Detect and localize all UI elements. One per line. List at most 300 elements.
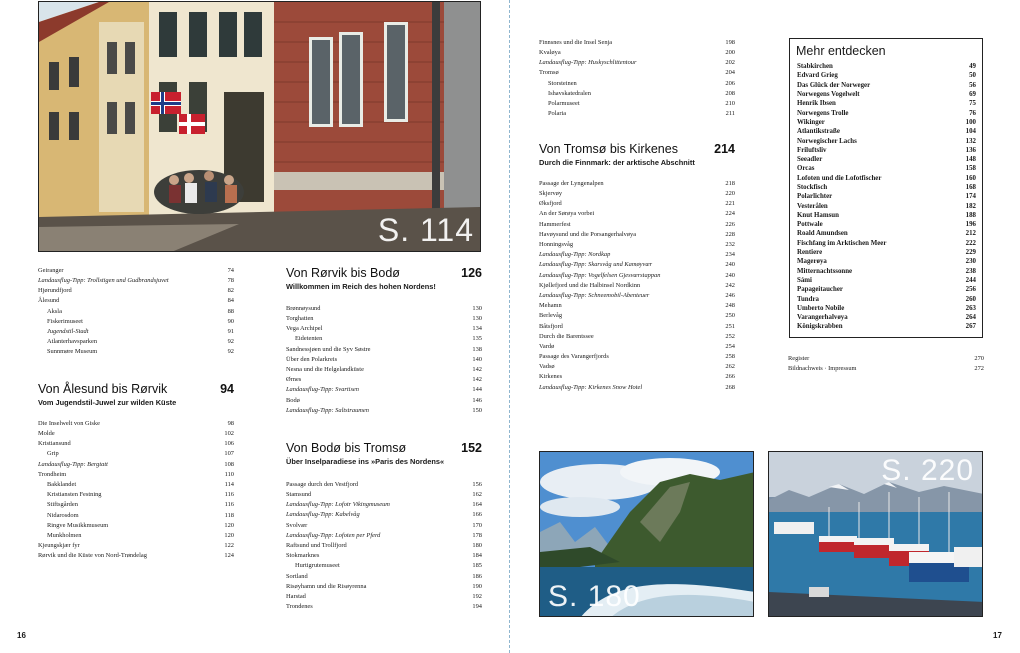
entry-title: Stiftsgården [47, 501, 78, 509]
entry-page-number: 74 [227, 266, 234, 274]
entry-page-number: 49 [969, 63, 976, 71]
entry-title: Landausflug-Tipp: Schneemobil-Abenteuer [539, 291, 650, 299]
entry-page-number: 196 [965, 221, 976, 229]
entry-page-number: 170 [472, 521, 482, 529]
entry-title: Ørnes [286, 376, 302, 384]
entry-page-number: 130 [472, 315, 482, 323]
entry-title: Vesterålen [797, 202, 828, 210]
entry-title: Bakklandet [47, 481, 77, 489]
toc-entry [539, 271, 735, 281]
toc-entry [539, 250, 735, 260]
entry-title: Landausflug-Tipp: Nordkap [539, 251, 611, 259]
mehr-entdecken-entry [790, 220, 982, 229]
entry-title: Henrik Ibsen [797, 100, 836, 108]
mehr-entdecken-entry [790, 155, 982, 164]
entry-page-number: 252 [725, 332, 735, 340]
toc-entry [539, 69, 735, 79]
entry-title: Hurtigrutemuseet [295, 562, 340, 570]
photo-page-reference: S. 180 [548, 580, 641, 613]
entry-page-number: 118 [224, 511, 234, 519]
entry-title: Mehamn [539, 302, 562, 310]
entry-title: Durch die Barentssee [539, 332, 594, 340]
toc-entry [539, 210, 735, 220]
mehr-entdecken-entry [790, 136, 982, 145]
toc-entry [539, 291, 735, 301]
entry-title: Kristiansund [38, 440, 71, 448]
entry-page-number: 106 [224, 440, 234, 448]
entry-page-number: 116 [224, 491, 234, 499]
entry-page-number: 204 [725, 69, 735, 77]
entry-page-number: 50 [969, 72, 976, 80]
section-heading-rorvik [286, 266, 482, 291]
entry-title: Ålesund [38, 297, 60, 305]
toc-entry [539, 79, 735, 89]
entry-page-number: 230 [965, 258, 976, 266]
entry-title: Sunnmøre Museum [47, 348, 98, 356]
entry-page-number: 194 [472, 603, 482, 611]
entry-title: Polaria [548, 110, 567, 118]
mehr-entdecken-entry [790, 62, 982, 71]
entry-page-number: 251 [725, 322, 735, 330]
toc-entry [38, 551, 234, 561]
entry-page-number: 91 [227, 328, 234, 336]
entry-title: Landausflug-Tipp: Huskyschlittentour [539, 59, 637, 67]
toc-entry [286, 531, 482, 541]
gutter-divider [509, 0, 510, 653]
entry-title: Risøyhamn und die Risøyrenna [286, 582, 367, 590]
entry-title: Svolvær [286, 521, 308, 529]
entry-page-number: 108 [224, 460, 234, 468]
entry-page-number: 198 [725, 38, 735, 46]
entry-title: Honningsvåg [539, 241, 574, 249]
toc-entry [38, 348, 234, 358]
toc-entry [286, 304, 482, 314]
entry-title: An der Sørøya vorbei [539, 210, 595, 218]
entry-title: Landausflug-Tipp: Vogelfelsen Gjesværstappan [539, 271, 661, 279]
entry-page-number: 254 [725, 342, 735, 350]
entry-title: Norwegens Vogelwelt [797, 91, 860, 99]
entry-page-number: 84 [227, 297, 234, 305]
entry-page-number: 267 [965, 323, 976, 331]
entry-title: Sortland [286, 572, 308, 580]
entry-title: Über den Polarkreis [286, 355, 338, 363]
entry-title: Passage des Varangerfjords [539, 353, 609, 361]
entry-page-number: 110 [224, 470, 234, 478]
toc-entry [286, 490, 482, 500]
entry-page-number: 220 [725, 190, 735, 198]
mehr-entdecken-entry [790, 239, 982, 248]
entry-page-number: 142 [472, 366, 482, 374]
entry-page-number: 185 [472, 562, 482, 570]
entry-page-number: 144 [472, 386, 482, 394]
entry-title: Hjørundfjord [38, 287, 72, 295]
entry-title: Trondheim [38, 470, 67, 478]
entry-title: Ringve Musikkmuseum [47, 521, 109, 529]
entry-title: Kjeungskjær fyr [38, 542, 80, 550]
entry-title: Passage durch den Vestfjord [286, 480, 359, 488]
section-subtitle: Willkommen im Reich des hohen Nordens! [286, 282, 436, 291]
mehr-entdecken-entry [790, 267, 982, 276]
entry-page-number: 114 [224, 481, 234, 489]
mehr-entdecken-entry [790, 201, 982, 210]
entry-page-number: 146 [472, 396, 482, 404]
entry-title: Knut Hamsun [797, 211, 839, 219]
entry-page-number: 116 [224, 501, 234, 509]
entry-page-number: 272 [974, 365, 984, 373]
toc-entry [38, 286, 234, 296]
toc-entry [539, 352, 735, 362]
toc-entry [286, 592, 482, 602]
toc-entry [38, 501, 234, 511]
entry-page-number: 246 [725, 291, 735, 299]
entry-title: Torghatten [286, 315, 314, 323]
entry-page-number: 266 [725, 373, 735, 381]
toc-entry [286, 602, 482, 612]
entry-title: Geiranger [38, 266, 64, 274]
entry-title: Aksla [47, 307, 62, 315]
entry-page-number: 140 [472, 355, 482, 363]
entry-page-number: 248 [725, 302, 735, 310]
entry-title: Stamsund [286, 491, 312, 499]
toc-list-bodo [286, 480, 482, 612]
toc-entry [286, 562, 482, 572]
entry-title: Varangerhalvøya [797, 314, 848, 322]
entry-title: Øksfjord [539, 200, 562, 208]
entry-title: Fischfang im Arktischen Meer [797, 239, 887, 247]
entry-page-number: 200 [725, 49, 735, 57]
entry-page-number: 270 [974, 354, 984, 362]
page-number-left: 16 [17, 631, 26, 640]
entry-page-number: 92 [227, 338, 234, 346]
entry-title: Stokmarknes [286, 552, 320, 560]
entry-page-number: 132 [965, 137, 976, 145]
entry-title: Bildnachweis · Impressum [788, 365, 857, 373]
section-heading-tromso [539, 142, 735, 167]
entry-page-number: 258 [725, 353, 735, 361]
entry-title: Die Inselwelt von Giske [38, 419, 100, 427]
entry-title: Landausflug-Tipp: Lofoten per Pferd [286, 531, 381, 539]
entry-title: Passage der Lyngenalpen [539, 179, 604, 187]
mehr-entdecken-entry [790, 108, 982, 117]
entry-title: Landausflug-Tipp: Bergtatt [38, 460, 108, 468]
toc-entry [539, 322, 735, 332]
entry-page-number: 221 [725, 200, 735, 208]
entry-page-number: 168 [965, 184, 976, 191]
entry-title: Stabkirchen [797, 63, 833, 71]
entry-page-number: 78 [227, 277, 234, 285]
entry-page-number: 104 [965, 128, 976, 136]
entry-title: Munkholmen [47, 531, 82, 539]
toc-entry [286, 511, 482, 521]
entry-page-number: 188 [965, 211, 976, 219]
entry-page-number: 229 [965, 249, 976, 257]
entry-title: Fiskerimuseet [47, 317, 83, 325]
entry-page-number: 76 [969, 109, 976, 117]
entry-title: Magerøya [797, 258, 827, 266]
entry-page-number: 224 [725, 210, 735, 218]
entry-title: Storsteinen [548, 79, 577, 87]
mehr-entdecken-entry [790, 164, 982, 173]
toc-entry [38, 337, 234, 347]
entry-page-number: 182 [965, 202, 976, 210]
entry-title: Trondenes [286, 603, 313, 611]
toc-entry [38, 419, 234, 429]
entry-title: Harstad [286, 592, 306, 600]
entry-page-number: 240 [725, 261, 735, 269]
entry-page-number: 208 [725, 89, 735, 97]
toc-entry [286, 541, 482, 551]
mehr-entdecken-entry [790, 146, 982, 155]
entry-page-number: 135 [472, 335, 482, 343]
toc-entry [539, 311, 735, 321]
entry-page-number: 148 [965, 156, 976, 164]
entry-title: Hammerfest [539, 220, 571, 228]
entry-page-number: 232 [725, 241, 735, 249]
mehr-entdecken-entry [790, 183, 982, 192]
toc-entry [539, 261, 735, 271]
entry-title: Landausflug-Tipp: Svartisen [286, 386, 359, 394]
entry-title: Kvaløya [539, 49, 561, 57]
entry-title: Båtsfjord [539, 322, 563, 330]
entry-page-number: 130 [472, 304, 482, 312]
toc-entry [286, 324, 482, 334]
entry-title: Polarlichter [797, 193, 833, 201]
entry-title: Nidarosdom [47, 511, 79, 519]
entry-page-number: 120 [224, 531, 234, 539]
mehr-entdecken-entry [790, 118, 982, 127]
entry-page-number: 82 [227, 287, 234, 295]
page-number-right: 17 [993, 631, 1002, 640]
entry-title: Pottwale [797, 221, 823, 229]
entry-page-number: 242 [725, 281, 735, 289]
entry-page-number: 142 [472, 376, 482, 384]
section-page-number: 126 [461, 266, 482, 280]
mehr-entdecken-list [790, 62, 982, 332]
entry-page-number: 160 [965, 174, 976, 182]
toc-entry [286, 521, 482, 531]
entry-page-number: 192 [472, 592, 482, 600]
entry-title: Sámi [797, 276, 812, 284]
entry-page-number: 238 [965, 267, 976, 275]
entry-page-number: 250 [725, 312, 735, 320]
toc-entry [286, 355, 482, 365]
mehr-entdecken-entry [790, 276, 982, 285]
entry-page-number: 218 [725, 179, 735, 187]
entry-page-number: 138 [472, 345, 482, 353]
toc-entry [38, 490, 234, 500]
entry-page-number: 122 [224, 542, 234, 550]
entry-title: Papageitaucher [797, 286, 843, 294]
toc-entry [539, 342, 735, 352]
entry-title: Landausflug-Tipp: Skarsvåg und Kamøyvær [539, 261, 653, 269]
entry-title: Nesna und die Helgelandküste [286, 366, 364, 374]
entry-page-number: 180 [472, 542, 482, 550]
entry-title: Landausflug-Tipp: Kirkenes Snow Hotel [539, 383, 643, 391]
entry-title: Mitternachtssonne [797, 267, 853, 275]
section-page-number: 214 [714, 142, 735, 156]
entry-page-number: 158 [965, 165, 976, 173]
toc-entry [539, 281, 735, 291]
entry-page-number: 202 [725, 59, 735, 67]
toc-entry [286, 386, 482, 396]
box-title: Mehr entdecken [796, 44, 886, 58]
toc-entry [38, 307, 234, 317]
entry-page-number: 256 [965, 286, 976, 294]
entry-title: Tundra [797, 295, 819, 303]
toc-entry [38, 439, 234, 449]
toc-entry [38, 450, 234, 460]
toc-entry [38, 317, 234, 327]
section-heading-alesund [38, 382, 234, 407]
section-heading-bodo [286, 441, 482, 466]
entry-page-number: 136 [965, 146, 976, 154]
entry-title: Orcas [797, 165, 815, 173]
mehr-entdecken-box [789, 38, 983, 338]
entry-title: Lofoten und die Lofotfischer [797, 174, 882, 182]
entry-title: Das Glück der Norweger [797, 81, 871, 89]
entry-page-number: 120 [224, 521, 234, 529]
toc-entry [539, 383, 735, 393]
entry-page-number: 244 [965, 276, 976, 284]
entry-page-number: 92 [227, 348, 234, 356]
photo-fjord [539, 451, 754, 617]
toc-entry [539, 89, 735, 99]
toc-entry [539, 38, 735, 48]
mehr-entdecken-entry [790, 211, 982, 220]
mehr-entdecken-entry [790, 174, 982, 183]
entry-page-number: 190 [472, 582, 482, 590]
mehr-entdecken-entry [790, 90, 982, 99]
mehr-entdecken-entry [790, 257, 982, 266]
toc-entry [286, 365, 482, 375]
photo-harbor [768, 451, 983, 617]
toc-entry [286, 480, 482, 490]
section-title: Von Ålesund bis Rørvik [38, 382, 168, 396]
toc-entry [38, 521, 234, 531]
entry-title: Eidetenten [295, 335, 323, 343]
mehr-entdecken-entry [790, 248, 982, 257]
toc-entry [38, 480, 234, 490]
mehr-entdecken-entry [790, 285, 982, 294]
entry-title: Umberto Nobile [797, 304, 845, 312]
entry-page-number: 75 [969, 100, 976, 108]
entry-title: Kirkenes [539, 373, 563, 381]
entry-title: Bodø [286, 396, 300, 404]
entry-page-number: 268 [725, 383, 735, 391]
mehr-entdecken-entry [790, 81, 982, 90]
photo-town-street [38, 1, 481, 252]
toc-entry [38, 541, 234, 551]
toc-list-rorvik [286, 304, 482, 416]
toc-entry [539, 240, 735, 250]
mehr-entdecken-entry [790, 322, 982, 331]
section-title: Von Rørvik bis Bodø [286, 266, 400, 280]
entry-title: Grip [47, 450, 59, 458]
toc-entry [539, 373, 735, 383]
toc-entry [38, 531, 234, 541]
entry-title: Norwegens Trolle [797, 109, 849, 117]
toc-entry [286, 375, 482, 385]
entry-title: Rentiere [797, 249, 823, 257]
toc-entry [286, 345, 482, 355]
toc-entry [38, 429, 234, 439]
entry-title: Raftsund und Trollfjord [286, 542, 347, 550]
entry-title: Register [788, 354, 810, 362]
entry-page-number: 178 [472, 531, 482, 539]
entry-page-number: 156 [472, 480, 482, 488]
photo-page-reference: S. 114 [377, 212, 474, 248]
entry-page-number: 102 [224, 430, 234, 438]
section-title: Von Bodø bis Tromsø [286, 441, 407, 455]
photo-page-reference: S. 220 [881, 454, 974, 487]
entry-page-number: 184 [472, 552, 482, 560]
toc-entry [539, 189, 735, 199]
entry-page-number: 222 [965, 239, 976, 247]
entry-page-number: 211 [725, 110, 735, 118]
toc-entry [539, 362, 735, 372]
mehr-entdecken-entry [790, 229, 982, 238]
entry-title: Rørvik und die Küste von Nord-Trøndelag [38, 552, 147, 560]
entry-page-number: 228 [725, 230, 735, 238]
entry-page-number: 206 [725, 79, 735, 87]
toc-entry [286, 335, 482, 345]
entry-title: Landausflug-Tipp: Trollstigen und Gudbrandsjuvet [38, 277, 169, 285]
toc-list-alesund [38, 419, 234, 562]
mehr-entdecken-entry [790, 304, 982, 313]
entry-title: Norwegischer Lachs [797, 137, 857, 145]
toc-entry [286, 396, 482, 406]
entry-page-number: 263 [965, 304, 976, 312]
entry-title: Stockfisch [797, 184, 828, 191]
entry-page-number: 100 [965, 118, 976, 126]
toc-entry [539, 179, 735, 189]
entry-title: Ishavskatedralen [548, 89, 591, 97]
mehr-entdecken-entry [790, 294, 982, 303]
entry-title: Tromsø [539, 69, 559, 77]
section-title: Von Tromsø bis Kirkenes [539, 142, 678, 156]
toc-entry [286, 572, 482, 582]
entry-title: Landausflug-Tipp: Saltstraumen [286, 406, 369, 414]
toc-entry [38, 460, 234, 470]
toc-entry [38, 511, 234, 521]
entry-page-number: 262 [725, 363, 735, 371]
toc-list-left-top [38, 266, 234, 358]
entry-page-number: 162 [472, 491, 482, 499]
toc-entry [38, 276, 234, 286]
toc-entry [539, 230, 735, 240]
entry-title: Edvard Grieg [797, 72, 838, 80]
entry-title: Brønnøysund [286, 304, 321, 312]
mehr-entdecken-entry [790, 313, 982, 322]
toc-entry [539, 332, 735, 342]
toc-list-right-end [788, 354, 984, 374]
mehr-entdecken-entry [790, 127, 982, 136]
entry-page-number: 107 [224, 450, 234, 458]
toc-entry [38, 327, 234, 337]
entry-title: Finnsnes und die Insel Senja [539, 38, 613, 46]
entry-page-number: 212 [965, 230, 976, 238]
toc-entry [38, 297, 234, 307]
entry-title: Friluftsliv [797, 146, 827, 154]
toc-entry [539, 220, 735, 230]
section-subtitle: Vom Jugendstil-Juwel zur wilden Küste [38, 398, 177, 407]
toc-entry [788, 364, 984, 374]
entry-title: Wikinger [797, 118, 825, 126]
toc-entry [286, 314, 482, 324]
mehr-entdecken-entry [790, 71, 982, 80]
entry-page-number: 98 [227, 419, 234, 427]
entry-title: Vardø [539, 342, 555, 350]
